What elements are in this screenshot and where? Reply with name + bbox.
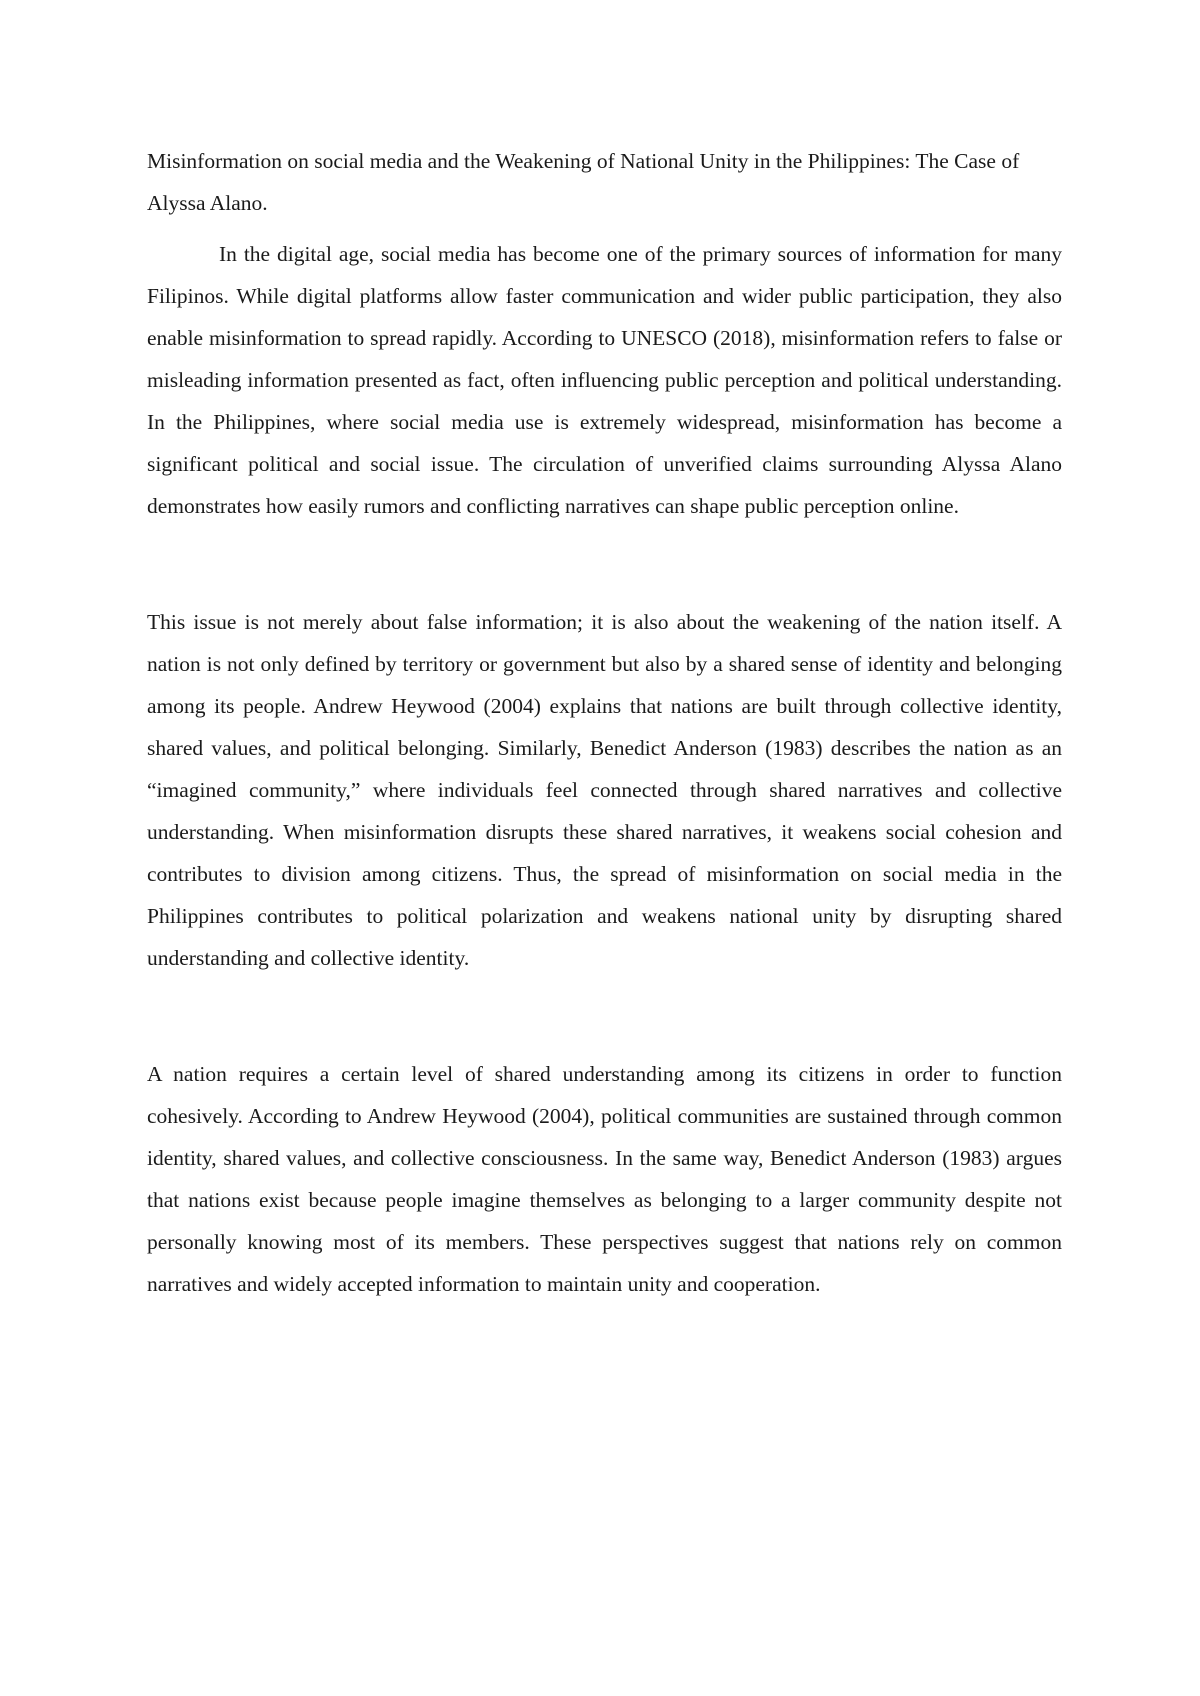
paragraph-shared-understanding: A nation requires a certain level of shared understanding among its citizens in order to function cohesively. According to Andrew Heywood (2004), political communities are sustained through common identity, shared values, and collective consciousness. In the same way, Benedict Anderson (1983) argues that nations exist because people imagine themselves as belonging to a larger community despite not personally knowing most of its members. These perspectives suggest that nations rely on common narratives and widely accepted information to maintain unity and cooperation.: [147, 1062, 1062, 1296]
document-body: [147, 140, 1062, 1305]
document-title: Misinformation on social media and the Weakening of National Unity in the Philippines: The Case of Alyssa Alano.: [147, 149, 1020, 215]
paragraph-introduction: In the digital age, social media has become one of the primary sources of information for many Filipinos. While digital platforms allow faster communication and wider public participation, they also enable misinformation to spread rapidly. According to UNESCO (2018), misinformation refers to false or misleading information presented as fact, often influencing public perception and political understanding. In the Philippines, where social media use is extremely widespread, misinformation has become a significant political and social issue. The circulation of unverified claims surrounding Alyssa Alano demonstrates how easily rumors and conflicting narratives can shape public perception online.: [147, 242, 1062, 518]
paragraph-thesis: This issue is not merely about false information; it is also about the weakening of the nation itself. A nation is not only defined by territory or government but also by a shared sense of identity and belonging among its people. Andrew Heywood (2004) explains that nations are built through collective identity, shared values, and political belonging. Similarly, Benedict Anderson (1983) describes the nation as an “imagined community,” where individuals feel connected through shared narratives and collective understanding. When misinformation disrupts these shared narratives, it weakens social cohesion and contributes to division among citizens. Thus, the spread of misinformation on social media in the Philippines contributes to political polarization and weakens national unity by disrupting shared understanding and collective identity.: [147, 610, 1062, 970]
